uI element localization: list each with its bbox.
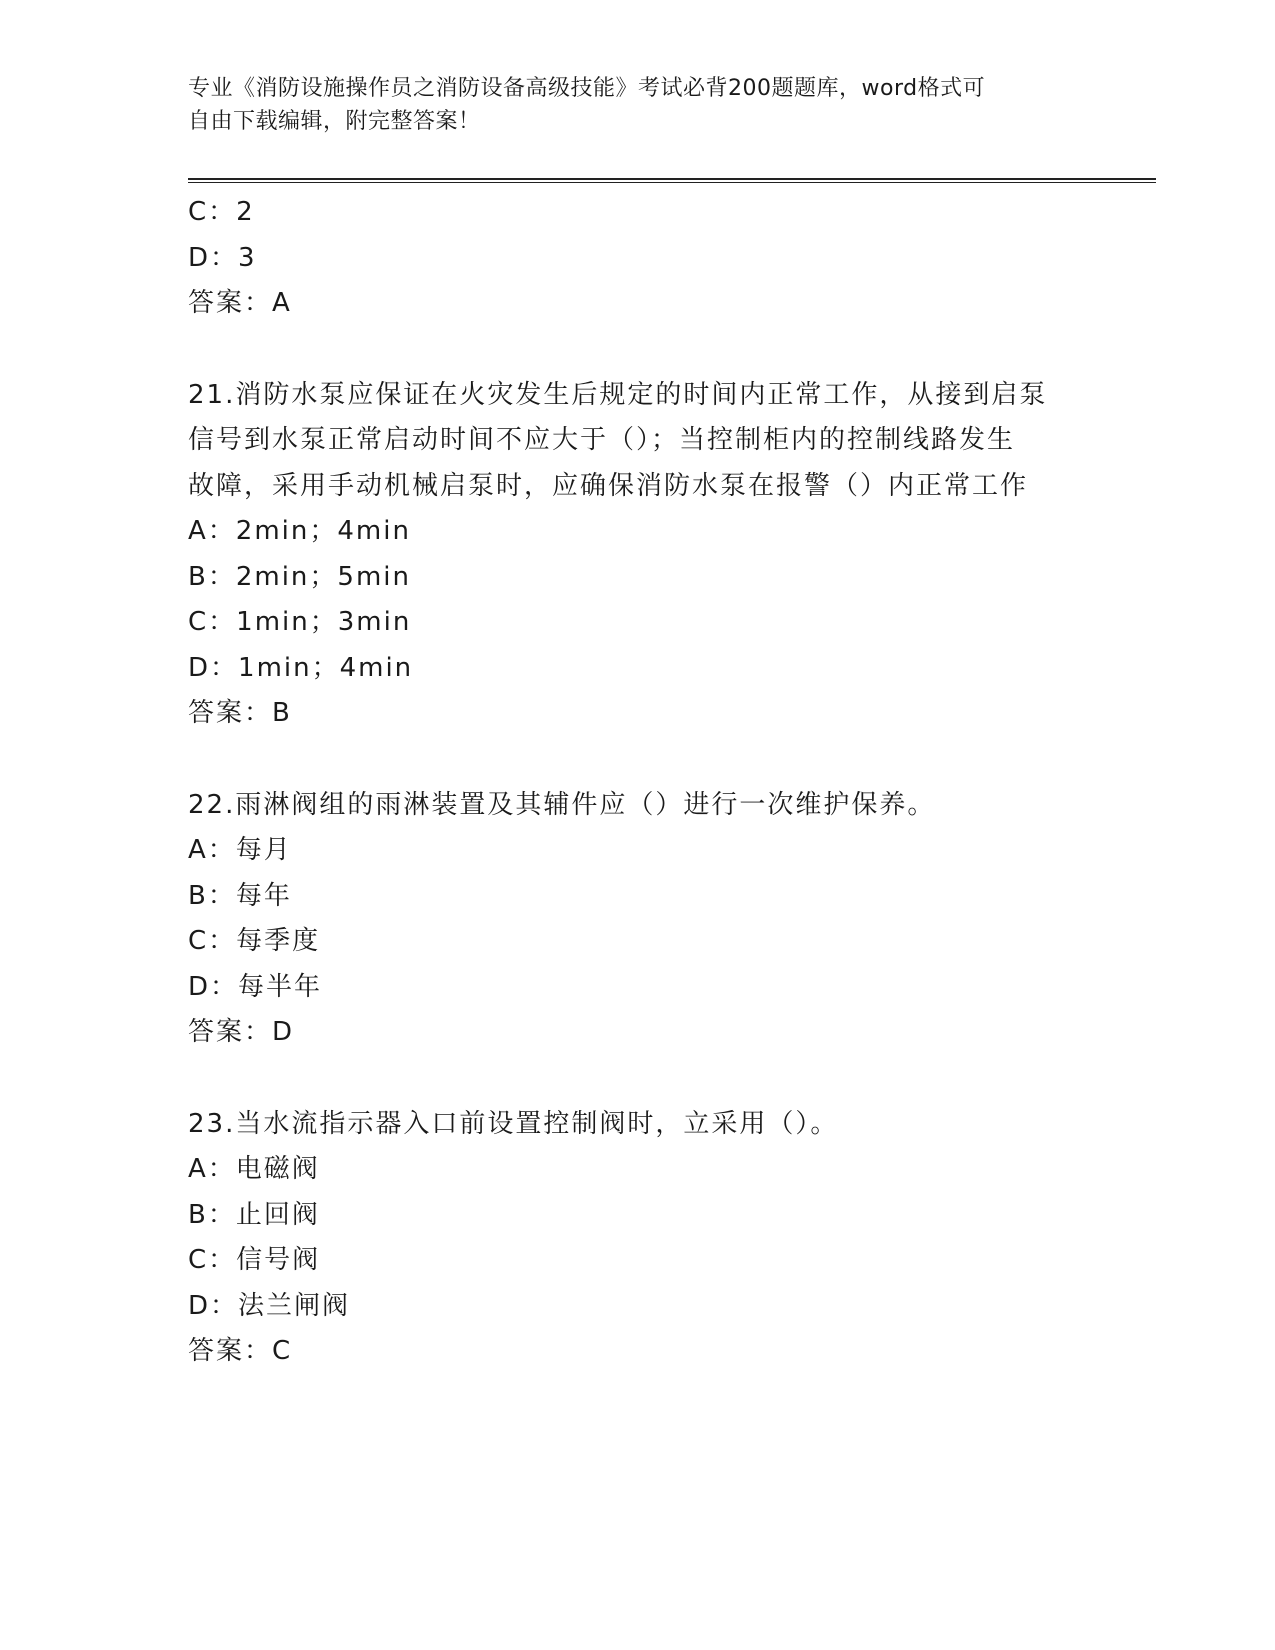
previous-question-tail xyxy=(188,190,1088,327)
question-gap xyxy=(188,737,1088,783)
header-divider xyxy=(188,178,1156,183)
option-a: A：电磁阀 xyxy=(188,1154,320,1184)
header-title-line-1: 专业《消防设施操作员之消防设备高级技能》考试必背200题题库，word格式可 xyxy=(188,76,986,101)
question-stem-line: 故障，采用手动机械启泵时，应确保消防水泵在报警（）内正常工作 xyxy=(188,470,1029,501)
option-b: B：止回阀 xyxy=(188,1199,320,1230)
question-stem-line: 22.雨淋阀组的雨淋装置及其辅件应（）进行一次维护保养。 xyxy=(188,789,936,820)
question-stem-line: 信号到水泵正常启动时间不应大于（）；当控制柜内的控制线路发生 xyxy=(188,425,1016,455)
header-title-line-2: 自由下载编辑，附完整答案！ xyxy=(188,109,481,134)
question-stem-line: 21.消防水泵应保证在火灾发生后规定的时间内正常工作，从接到启泵 xyxy=(188,379,1048,410)
option-c: C：1min；3min xyxy=(188,607,412,637)
option-a: A：2min；4min xyxy=(188,516,411,546)
question-22 xyxy=(188,783,1088,1056)
option-d: D：3 xyxy=(188,242,257,273)
answer-line: 答案：D xyxy=(188,1017,295,1047)
question-stem-line: 23.当水流指示器入口前设置控制阀时，立采用（）。 xyxy=(188,1108,839,1139)
question-21 xyxy=(188,373,1088,737)
option-a: A：每月 xyxy=(188,835,292,865)
question-gap xyxy=(188,1056,1088,1102)
option-d: D：每半年 xyxy=(188,971,323,1002)
option-b: B：2min；5min xyxy=(188,561,411,592)
option-c: C：信号阀 xyxy=(188,1245,321,1275)
option-d: D：法兰闸阀 xyxy=(188,1290,351,1321)
document-header xyxy=(188,72,1108,138)
option-c: C：每季度 xyxy=(188,926,321,956)
answer-line: 答案：C xyxy=(188,1336,293,1366)
answer-line: 答案：A xyxy=(188,288,292,318)
answer-line: 答案：B xyxy=(188,698,292,728)
option-d: D：1min；4min xyxy=(188,652,414,683)
question-list xyxy=(188,190,1088,1375)
option-c: C：2 xyxy=(188,197,255,227)
question-23 xyxy=(188,1102,1088,1375)
option-b: B：每年 xyxy=(188,880,292,911)
question-gap xyxy=(188,327,1088,373)
